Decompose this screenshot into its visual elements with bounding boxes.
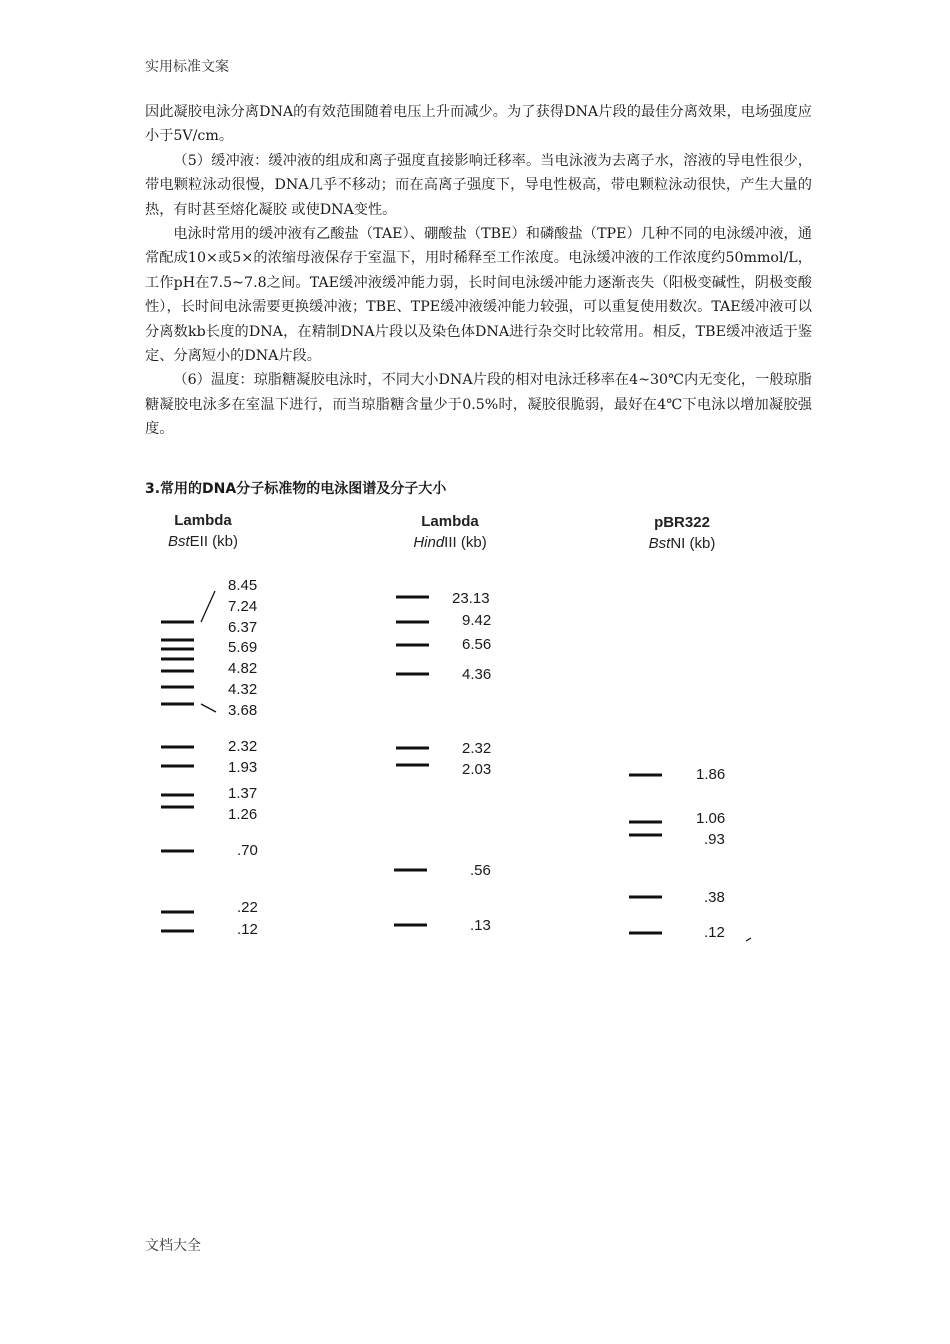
ladder-3 bbox=[629, 766, 751, 941]
band-label: 1.37 bbox=[228, 785, 258, 802]
band-label: 4.82 bbox=[228, 660, 258, 677]
band-label: 1.93 bbox=[228, 759, 258, 776]
band-label: .13 bbox=[470, 917, 491, 934]
band-label: .38 bbox=[704, 889, 725, 906]
band-label: 23.13 bbox=[452, 590, 490, 607]
return-mark-icon bbox=[746, 938, 751, 941]
page-footer: 文档大全 bbox=[145, 1238, 201, 1254]
ladder-2-enzyme: HindIII (kb) bbox=[413, 534, 487, 551]
dna-marker-figure bbox=[145, 505, 815, 955]
band-label: 1.86 bbox=[696, 766, 726, 783]
ladder-1-name: Lambda bbox=[174, 512, 232, 529]
page-header: 实用标准文案 bbox=[145, 59, 229, 75]
band-label: 2.32 bbox=[228, 738, 258, 755]
band-label: .12 bbox=[237, 921, 258, 938]
leader-line bbox=[201, 704, 216, 712]
band-label: 4.32 bbox=[228, 681, 258, 698]
band-label: .12 bbox=[704, 924, 725, 941]
leader-line bbox=[201, 591, 215, 622]
band-label: 9.42 bbox=[462, 612, 492, 629]
ladder-3-enzyme: BstNI (kb) bbox=[648, 535, 716, 552]
ladder-1-enzyme: BstEII (kb) bbox=[167, 533, 239, 550]
band-label: 2.03 bbox=[462, 761, 492, 778]
ladder-3-name: pBR322 bbox=[654, 514, 710, 531]
band-label: 5.69 bbox=[228, 639, 258, 656]
paragraph: 电泳时常用的缓冲液有乙酸盐（TAE）、硼酸盐（TBE）和磷酸盐（TPE）几种不同的电泳缓冲液，通常配成10×或5×的浓缩母液保存于室温下，用时稀释至工作浓度。电泳缓冲液的工作浓度约50mmol/L，工作pH在7.5~7.8之间。TAE缓冲液缓冲能力弱，长时间电泳缓冲能力逐渐丧失（阳极变碱性，阴极变酸性），长时间电泳需要更换缓冲液；TBE、TPE缓冲液缓冲能力较强，可以重复使用数次。TAE缓冲液可以分离数kb长度的DNA，在精制DNA片段以及染色体DNA进行杂交时比较常用。相反，TBE缓冲液适于鉴定、分离短小的DNA片段。 bbox=[145, 226, 812, 365]
paragraph: （5）缓冲液：缓冲液的组成和离子强度直接影响迁移率。当电泳液为去离子水，溶液的导电性很少，带电颗粒泳动很慢，DNA几乎不移动；而在高离子强度下，导电性极高，带电颗粒泳动很快，产生大量的热，有时甚至熔化凝胶 或使DNA变性。 bbox=[145, 152, 812, 218]
ladder-2 bbox=[394, 590, 491, 934]
ladder-2-name: Lambda bbox=[421, 513, 479, 530]
band-label: .93 bbox=[704, 831, 725, 848]
band-label: .22 bbox=[237, 899, 258, 916]
body-text bbox=[145, 100, 812, 442]
band-label: 8.45 bbox=[228, 577, 258, 594]
band-label: .70 bbox=[237, 842, 258, 859]
band-label: 1.06 bbox=[696, 810, 726, 827]
band-label: 2.32 bbox=[462, 740, 492, 757]
band-label: 6.37 bbox=[228, 619, 258, 636]
band-label: .56 bbox=[470, 862, 491, 879]
paragraph: （6）温度：琼脂糖凝胶电泳时，不同大小DNA片段的相对电泳迁移率在4~30℃内无变化，一般琼脂糖凝胶电泳多在室温下进行，而当琼脂糖含量少于0.5%时，凝胶很脆弱，最好在4℃下电泳以增加凝胶强度。 bbox=[145, 372, 812, 438]
paragraph: 因此凝胶电泳分离DNA的有效范围随着电压上升而减少。为了获得DNA片段的最佳分离效果，电场强度应小于5V/cm。 bbox=[145, 104, 812, 145]
ladder-1 bbox=[161, 577, 258, 938]
band-label: 1.26 bbox=[228, 806, 258, 823]
band-label: 3.68 bbox=[228, 702, 258, 719]
section-heading: 3.常用的DNA分子标准物的电泳图谱及分子大小 bbox=[145, 481, 447, 497]
band-label: 6.56 bbox=[462, 636, 492, 653]
band-label: 7.24 bbox=[228, 598, 258, 615]
band-label: 4.36 bbox=[462, 666, 492, 683]
